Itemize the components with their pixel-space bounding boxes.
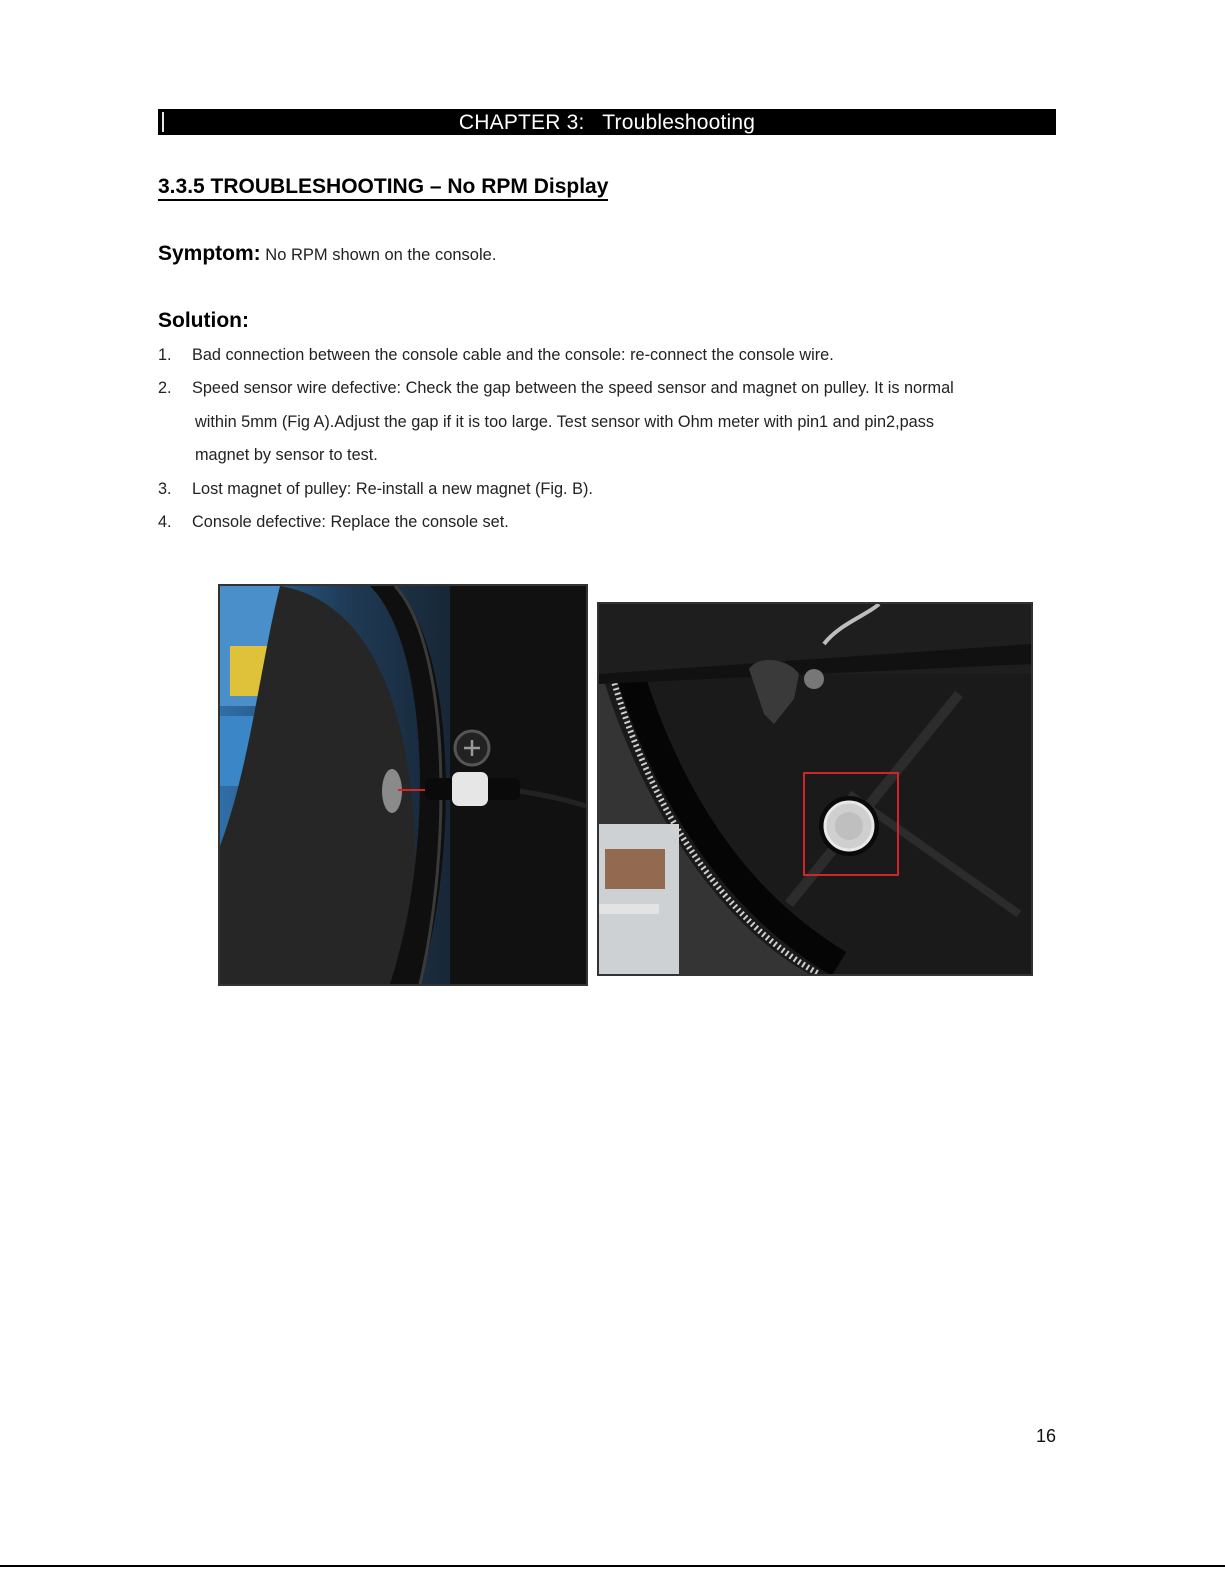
figure-a-sensor-photo [218,584,588,986]
solution-step-2 [158,379,954,398]
chapter-header-text: CHAPTER 3: Troubleshooting [458,111,756,134]
step-number: 2. [158,379,172,397]
step-text: Bad connection between the console cable and the console: re-connect the console wire. [192,346,834,364]
figure-b-illustration [599,604,1031,974]
solution-label: Solution: [158,309,249,332]
symptom-line [158,242,496,266]
section-title-text: 3.3.5 TROUBLESHOOTING – No RPM Display [158,175,609,198]
step-text: Lost magnet of pulley: Re-install a new magnet (Fig. B). [192,480,593,498]
step-number: 1. [158,346,172,364]
solution-step-2-continuation-1: within 5mm (Fig A).Adjust the gap if it is too large. Test sensor with Ohm meter with pin1 and pin2,pass [195,413,935,431]
step-text: Console defective: Replace the console set. [192,513,509,531]
chapter-header-bar [158,109,1056,135]
solution-step-3 [158,480,593,499]
step-text: Speed sensor wire defective: Check the gap between the speed sensor and magnet on pulley. It is normal [192,379,954,397]
section-title [158,175,608,199]
solution-step-4 [158,513,509,532]
figure-a-illustration [220,586,586,984]
page-number: 16 [1036,1426,1057,1446]
header-bar-tick [162,112,164,132]
figure-b-magnet-photo [597,602,1033,976]
step-number: 3. [158,480,172,498]
solution-step-2-continuation-2: magnet by sensor to test. [195,446,378,464]
symptom-text: No RPM shown on the console. [265,246,497,264]
solution-step-1 [158,346,834,365]
symptom-label: Symptom: [158,242,261,265]
section-title-underline [158,199,608,201]
step-number: 4. [158,513,172,531]
bottom-rule [0,1565,1225,1567]
